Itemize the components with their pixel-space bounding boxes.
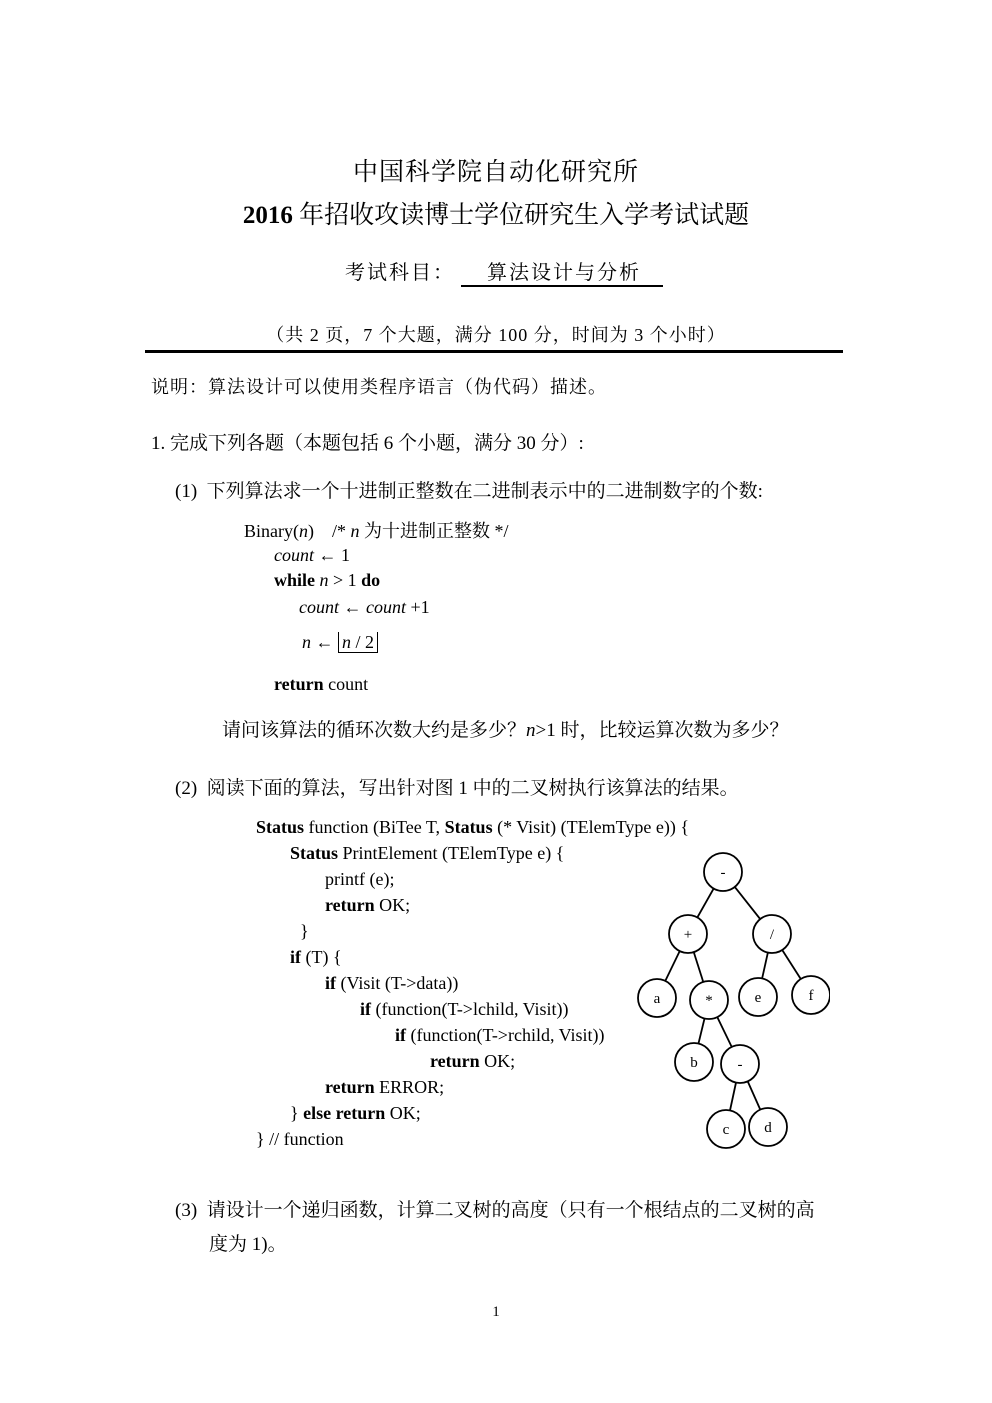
tree-node-label: - <box>720 865 726 881</box>
page-info: （共 2 页，7 个大题，满分 100 分，时间为 3 个小时） <box>266 325 726 345</box>
exam-title-text: 年招收攻读博士学位研究生入学考试试题 <box>299 202 750 229</box>
exam-title <box>0 195 992 231</box>
func-code-line-4 <box>325 895 410 916</box>
tree-node <box>704 853 742 891</box>
func-code-line-12 <box>290 1103 421 1124</box>
code-text: ← 1 <box>314 545 350 565</box>
func-code-line-5: } <box>300 921 309 941</box>
code-comment: 为十进制正整数 */ <box>359 521 509 541</box>
tree-node <box>739 978 777 1016</box>
code-text: (function(T->rchild, Visit)) <box>406 1025 605 1045</box>
code-text: OK; <box>374 895 411 915</box>
binary-code-line-1 <box>244 517 509 543</box>
institute-title: 中国科学院自动化研究所 <box>352 159 639 186</box>
binary-code-line-6 <box>274 674 368 695</box>
tree-node <box>721 1045 759 1083</box>
code-keyword: if <box>395 1025 406 1045</box>
tree-node-label: * <box>705 993 713 1009</box>
tree-edges <box>657 872 811 1129</box>
code-text: (function(T->lchild, Visit)) <box>371 999 569 1019</box>
header-rule <box>145 350 843 353</box>
floor-expression <box>338 632 378 653</box>
subquestion-3-continued: 度为 1)。 <box>209 1234 287 1255</box>
tree-node-label: + <box>683 927 693 943</box>
subquestion-2-label: (2) <box>175 778 198 799</box>
tree-node <box>792 976 830 1014</box>
page-number: 1 <box>492 1304 500 1320</box>
code-text: ) <box>307 521 314 541</box>
code-var: n <box>342 632 351 652</box>
code-keyword: else return <box>303 1103 386 1123</box>
func-code-line-10 <box>430 1051 515 1072</box>
code-keyword: if <box>325 973 336 993</box>
code-text: OK; <box>385 1103 421 1123</box>
tree-node-label: / <box>769 927 775 943</box>
code-text: > 1 <box>328 570 362 590</box>
code-keyword: if <box>290 947 301 967</box>
code-text: ERROR; <box>374 1077 445 1097</box>
tree-node <box>675 1043 713 1081</box>
subquestion-1-label: (1) <box>175 481 198 502</box>
code-text: ← <box>311 632 338 652</box>
subquestion-1-text: 下列算法求一个十进制正整数在二进制表示中的二进制数字的个数: <box>206 481 763 502</box>
code-var: count <box>366 597 406 617</box>
subquestion-2-text: 阅读下面的算法，写出针对图 1 中的二叉树执行该算法的结果。 <box>206 778 739 799</box>
tree-nodes <box>638 853 830 1148</box>
code-var: n <box>350 521 360 541</box>
subquestion-2 <box>175 773 739 800</box>
tree-node-label: b <box>690 1055 698 1071</box>
code-text: / 2 <box>351 632 375 652</box>
subject-label: 考试科目： <box>345 262 455 284</box>
code-keyword: return <box>274 674 324 694</box>
func-code-line-13: } // function <box>256 1129 344 1149</box>
code-keyword: Status <box>444 817 493 837</box>
code-text: } <box>290 1103 304 1123</box>
code-text: ← <box>339 597 366 617</box>
code-text: (T) { <box>301 947 342 967</box>
code-keyword: while <box>274 570 316 590</box>
binary-code-line-4 <box>299 597 430 618</box>
code-text: count <box>323 674 369 694</box>
code-keyword: do <box>361 570 381 590</box>
binary-code-line-2 <box>274 545 350 566</box>
code-text: Binary( <box>244 521 299 541</box>
code-var: n <box>298 521 308 541</box>
subject-row <box>345 256 663 287</box>
instructions-note: 说明：算法设计可以使用类程序语言（伪代码）描述。 <box>151 377 607 397</box>
code-var: n <box>302 632 311 652</box>
binary-code-line-5 <box>302 632 378 653</box>
tree-node <box>669 915 707 953</box>
code-keyword: Status <box>256 817 305 837</box>
func-code-line-1 <box>256 817 689 838</box>
tree-node-label: a <box>653 991 661 1007</box>
tree-node-label: e <box>754 990 762 1006</box>
code-text: (Visit (T->data)) <box>336 973 459 993</box>
subquestion-1-question <box>222 715 788 742</box>
subquestion-1 <box>175 476 763 503</box>
func-code-line-11 <box>325 1077 444 1098</box>
func-code-line-8 <box>360 999 569 1020</box>
code-var: count <box>274 545 314 565</box>
tree-node <box>638 979 676 1017</box>
tree-node-label: - <box>737 1057 743 1073</box>
question-1-title: 1. 完成下列各题（本题包括 6 个小题，满分 30 分）: <box>151 433 584 454</box>
code-text: +1 <box>406 597 430 617</box>
binary-tree-figure <box>620 840 830 1160</box>
code-text: OK; <box>479 1051 516 1071</box>
func-code-line-3: printf (e); <box>325 869 395 889</box>
subquestion-3 <box>175 1195 815 1222</box>
code-text: (* Visit) (TElemType e)) { <box>492 817 689 837</box>
code-comment: /* <box>331 521 351 541</box>
tree-node-label: c <box>722 1122 730 1138</box>
tree-node <box>690 981 728 1019</box>
tree-node <box>753 915 791 953</box>
func-code-line-6 <box>290 947 342 968</box>
code-keyword: return <box>325 895 375 915</box>
subquestion-3-text: 请设计一个递归函数，计算二叉树的高度（只有一个根结点的二叉树的高 <box>206 1200 815 1221</box>
question-var: n <box>526 720 536 741</box>
question-text: 请问该算法的循环次数大约是多少？ <box>222 720 527 741</box>
code-keyword: Status <box>290 843 339 863</box>
func-code-line-9 <box>395 1025 605 1046</box>
code-text: function (BiTee T, <box>304 817 445 837</box>
binary-code-line-3 <box>274 570 380 591</box>
code-var: n <box>319 570 329 590</box>
code-keyword: return <box>325 1077 375 1097</box>
tree-node <box>707 1110 745 1148</box>
subject-value: 算法设计与分析 <box>461 256 663 287</box>
func-code-line-7 <box>325 973 458 994</box>
code-text: PrintElement (TElemType e) { <box>338 843 565 863</box>
tree-node-label: d <box>764 1120 772 1136</box>
func-code-line-2 <box>290 843 564 864</box>
tree-node-label: f <box>808 988 814 1004</box>
code-keyword: return <box>430 1051 480 1071</box>
subquestion-3-label: (3) <box>175 1200 198 1221</box>
exam-year: 2016 <box>242 202 293 229</box>
code-keyword: if <box>360 999 371 1019</box>
question-text: >1 时，比较运算次数为多少？ <box>535 720 789 741</box>
tree-node <box>749 1108 787 1146</box>
code-var: count <box>299 597 339 617</box>
